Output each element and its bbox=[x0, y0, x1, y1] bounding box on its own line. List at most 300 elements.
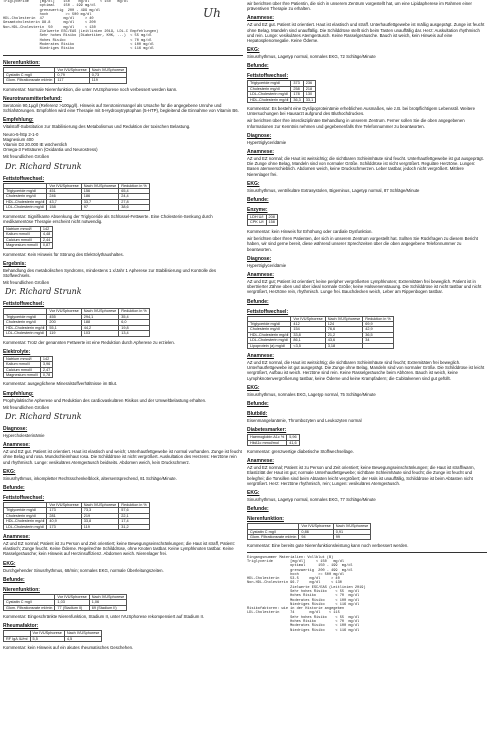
table-cell: 281 bbox=[47, 513, 81, 518]
column-header: Reduktion in % bbox=[363, 316, 394, 321]
section-label: Fettstoffwechsel: bbox=[3, 494, 45, 501]
table-cell: 142 bbox=[40, 356, 52, 361]
right-column bbox=[247, 0, 487, 752]
table-cell: HDL-Cholesterin mg/dl bbox=[4, 199, 47, 204]
table-cell: 36,5 bbox=[363, 332, 394, 337]
table-cell: LDH U/l bbox=[248, 215, 267, 220]
text-line: Magnesium 400 bbox=[3, 136, 34, 142]
table-cell: Cystatin C mg/l bbox=[4, 600, 55, 605]
section-label: EKG: bbox=[247, 47, 260, 54]
section-label: Anamnese: bbox=[3, 442, 30, 449]
table-cell: 158 bbox=[266, 220, 277, 225]
section-label: Befunde: bbox=[247, 506, 269, 513]
table-cell: HDL-Cholesterin mg/dl bbox=[248, 332, 291, 337]
table-cell: Triglyceride mg/dl bbox=[248, 321, 291, 326]
closing: Mit freundlichen Grüßen bbox=[3, 154, 50, 160]
table-cell: 188 bbox=[81, 320, 119, 325]
text-line: HDL-Cholesterin 53.5 mg/dl > 40 bbox=[247, 577, 340, 582]
section-label: Anamnese: bbox=[247, 458, 274, 465]
divider bbox=[247, 552, 487, 553]
column-header: Vor IVUSphorese bbox=[55, 594, 89, 599]
comment: Kommentar: Es besteht eine Dyslipoproteinämie erheblichen Ausmaßes, wie z.B. bei brotpflichtigem Lebensstil. Weitere Untersuchungen bei Hausarzt aufgrund des Bluthochdruckes. bbox=[247, 106, 476, 117]
table-cell: 97 bbox=[81, 205, 119, 210]
text-line: Sehr hohes Risiko < 55 mg/dl bbox=[247, 590, 360, 594]
column-header: Nach IVUSphorese bbox=[333, 524, 371, 529]
table-cell: 173 bbox=[47, 508, 81, 513]
section-label: Diabetesmarker: bbox=[247, 427, 287, 434]
diabetes-table bbox=[247, 434, 300, 446]
table-cell: 44,2 bbox=[81, 325, 119, 330]
table-cell: 13,4 bbox=[119, 331, 150, 336]
table-cell: 124 bbox=[325, 321, 363, 326]
section-label: Enzyme: bbox=[247, 207, 268, 214]
table-cell: Natrium mmol/l bbox=[4, 227, 41, 232]
table-cell: 33,8 bbox=[291, 332, 325, 337]
table-cell: 0,87 bbox=[40, 243, 52, 248]
table-cell: Kalium mmol/l bbox=[4, 232, 41, 237]
table-cell: 158 bbox=[47, 205, 81, 210]
text-line: Triglyceride [mg/dl] 150 mg/dl < 150 mg/dl bbox=[3, 0, 129, 4]
table-cell: 0,78 bbox=[40, 372, 52, 377]
table-cell: 6,0 bbox=[119, 320, 150, 325]
section-label: EKG: bbox=[247, 180, 260, 187]
left-column bbox=[3, 0, 243, 752]
signature: Dr. Richard Strunk bbox=[5, 161, 82, 171]
section-label: Befunde: bbox=[247, 197, 269, 204]
table-cell: LDL-Cholesterin mg/dl bbox=[248, 338, 291, 343]
column-header: Nach IVUSphorese bbox=[81, 183, 119, 188]
paragraph: Hypercholesterinämie bbox=[3, 432, 45, 438]
table-row bbox=[4, 605, 127, 610]
rheuma-table bbox=[3, 630, 102, 642]
section-label: Diagnose: bbox=[3, 425, 28, 432]
recommendation-list bbox=[3, 132, 243, 153]
table-cell: 455 bbox=[47, 314, 81, 319]
table-cell: 55,1 bbox=[47, 325, 81, 330]
paragraph: AZ und EZ normal, die Haut ist weitsichtig; die sichtbaren Schleimhäute sind feucht; Extremitäten frei beweglich. Unterhautfettgewebe ist gut ausgeprägt. Die Zunge ohne Belag, Mandeln sind von normaler Größe. Die Schilddrüse ist leicht vergrößert, Aufbau ist weich. Herztöne sind rein. Keine Rasselgeräusche beim Abhören. Bauch ist weich, keine Lymphknotenvergrößerung tastbar, keine Ödeme und keine Krampfadern; die Cubitalvenen sind gut gefüllt. bbox=[247, 359, 485, 381]
table-cell: Calcium mmol/l bbox=[4, 367, 41, 372]
table-cell: HDL-Cholesterin mg/dl bbox=[4, 325, 47, 330]
table-cell: Triglyceride mg/dl bbox=[4, 508, 47, 513]
lipid-table bbox=[247, 316, 394, 349]
section-label: Befunde: bbox=[247, 400, 269, 407]
table-row bbox=[4, 636, 102, 641]
table-cell: LDL-Cholesterin mg/dl bbox=[4, 205, 47, 210]
table-row bbox=[4, 237, 53, 242]
paragraph: AZ und EZ normal; Patient ist zu Person und Zeit orientiert; keine Bewegungseinschränkungen; die Haut ist straff, Patient: elastisch; Zunge feucht. Keine Ödeme. Regelrechte Schilddrüse, ohne Knoten tastbar. Keine Lymphknoten tastbar. Keine Rasselgeräusche; kein Hinweis auf Herzinsuffizienz. Abdomen weich. Nierenlager frei. bbox=[3, 541, 235, 557]
section-label: EKG: bbox=[247, 490, 260, 496]
table-cell: 200 bbox=[47, 320, 81, 325]
kidney-table bbox=[247, 523, 371, 540]
table-cell: Cholesterin mg/dl bbox=[248, 327, 291, 332]
table-cell: Cholesterin mg/dl bbox=[4, 194, 47, 199]
table-cell: Magnesium mmol/l bbox=[4, 243, 41, 248]
comment: Kommentar: kein Hinweis für Erhöhung oder cardiale Dysfunktion. bbox=[247, 228, 373, 234]
text-line: Omega-3 Fettsäuren (Oxidantia und Neurostress) bbox=[3, 147, 98, 153]
section-label: Fettstoffwechsel: bbox=[3, 301, 45, 308]
kidney-table bbox=[3, 594, 127, 611]
comment: Kommentar: Normale Nierenfunktion, die unter IVUSphorese noch verbessert werden kann. bbox=[3, 86, 178, 92]
table-cell: 119 bbox=[89, 78, 127, 83]
paragraph: AZ und EZ gut. Patient ist orientiert. Haut ist elastisch und weich; Unterhautfettgewebe ist normal vorhanden. Zunge ist feucht ohne Belag und rosa. Mundschleimhaut rosa. Die Schilddrüse ist nicht vergrößert. Auskultation des Herzens: Herztöne rein und rhythmisch. Lunge: vesikuläres Atemgeräusch beidseits. Abdomen weich, kein Druckschmerz. bbox=[3, 449, 242, 465]
table-cell: Triglyceride mg/dl bbox=[248, 81, 291, 86]
table-row bbox=[248, 435, 300, 440]
table-cell: LDL-Cholesterin mg/dl bbox=[248, 92, 291, 97]
table-cell: 119 bbox=[47, 331, 81, 336]
section-label: Anamnese: bbox=[247, 352, 274, 359]
lipid-table bbox=[3, 502, 150, 530]
table-cell: CPK U/l bbox=[248, 220, 267, 225]
section-label: Nierenfunktion: bbox=[3, 59, 40, 66]
table-cell: 24,4 bbox=[119, 194, 150, 199]
table-cell: 94 bbox=[299, 535, 333, 540]
section-label: Nierenfunktion: bbox=[3, 586, 40, 593]
text-line: Moderates Risiko < 100 mg/dl bbox=[3, 42, 154, 47]
table-cell: 294,1 bbox=[81, 314, 119, 319]
table-cell: 57,6 bbox=[119, 508, 150, 513]
divider bbox=[3, 55, 243, 56]
table-cell: 103 bbox=[81, 331, 119, 336]
table-cell: 173 bbox=[47, 524, 81, 529]
table-cell: 0,86 bbox=[299, 529, 333, 534]
section-label: Fettstoffwechsel: bbox=[247, 73, 289, 80]
table-cell: 119 bbox=[81, 524, 119, 529]
table-cell bbox=[363, 343, 394, 348]
table-cell: Cystatin C mg/l bbox=[248, 529, 299, 534]
paragraph: Prophylaktische Apherese und Reduktion des cardiovaskulären Risikos und der Umweltbelastung erhalten. bbox=[3, 397, 207, 403]
table-cell: 5,96 bbox=[287, 435, 299, 440]
section-label: Empfehlung: bbox=[3, 390, 34, 397]
section-label: Anamnese: bbox=[3, 534, 30, 540]
section-label: EKG: bbox=[247, 384, 260, 391]
column-header: Nach IVUSphorese bbox=[325, 316, 363, 321]
table-cell: 22,1 bbox=[119, 513, 150, 518]
table-row bbox=[4, 243, 53, 248]
table-cell: Magnesium mmol/l bbox=[4, 372, 41, 377]
table-cell: 36,3 bbox=[291, 97, 303, 102]
comment: Kommentar: Eingeschränkte Nierenfunktion, Stadium II, unter IVUSphorese rekompensiert auf Stadium II. bbox=[3, 614, 205, 620]
table-row bbox=[248, 215, 278, 220]
text-line: Moderates Risiko < 100 mg/dl bbox=[247, 598, 360, 603]
table-cell: 69,9 bbox=[363, 321, 394, 326]
section-label: Diagnose: bbox=[247, 132, 272, 139]
table-row bbox=[4, 524, 150, 529]
text-line: Neuro-5-http 2-1-0 bbox=[3, 131, 39, 137]
closing: Mit freundlichen Grüßen bbox=[3, 280, 50, 286]
text-line: grenzwertig 200 - 499 mg/dl bbox=[247, 568, 353, 573]
table-cell: 77 (Stadium II) bbox=[55, 605, 89, 610]
section-label: Ergebnis: bbox=[3, 260, 27, 267]
table-cell: 38,6 bbox=[119, 205, 150, 210]
section-label: Fettstoffwechsel: bbox=[3, 175, 45, 182]
table-cell: 4,5 bbox=[64, 636, 102, 641]
section-label: Anamnese: bbox=[247, 149, 274, 156]
paragraph: Sinusrhythmus, Lagetyp normal, normales EKG, 72 Schläge/Minute bbox=[247, 54, 376, 60]
table-row bbox=[248, 440, 300, 445]
comment: Kommentar: kein Hinweis auf ein akutes rheumatisches Geschehen. bbox=[3, 645, 134, 651]
table-cell: 76,6 bbox=[325, 327, 363, 332]
section-label: Neurotransmitterbefund: bbox=[3, 95, 62, 102]
comment: Kommentar: Trotz der genannten Fettwerte ist eine Reduktion durch Apherese zu erzielen. bbox=[3, 339, 175, 345]
paragraph: Behandlung des metabolischen Syndroms, mindestens 1 x/Jahr 1 Apherese zur Stabilisierung und Kontrolle des Stoffwechsels. bbox=[3, 267, 217, 279]
table-cell: Glom. Filtrationsrate ml/min bbox=[4, 605, 55, 610]
table-cell: HDL-Cholesterin mg/dl bbox=[4, 519, 47, 524]
section-label: Anamnese: bbox=[247, 15, 274, 22]
table-cell: 186 bbox=[81, 194, 119, 199]
column-header: Nach IVUSphorese bbox=[81, 502, 119, 507]
table-cell: 236 bbox=[303, 81, 315, 86]
section-label: Befunde: bbox=[3, 576, 25, 583]
lipid-table bbox=[3, 183, 150, 211]
table-cell: 19,8 bbox=[119, 325, 150, 330]
table-cell: Cholesterin mg/dl bbox=[4, 320, 47, 325]
paragraph: AZ und EZ normal; die Haut ist weitsichtig; die sichtbaren Schleimhäute sind feucht. Unterhautfettgewebe ist gut ausgeprägt. Die Zunge ohne Belag, Mandeln sind von normaler Größe. Schilddrüse ist nicht vergrößert. Reguläre Herztöne. Lungen: Basen atemverschieblich. Abdomen weich, keine Druckschmerzen. Leber tastbar, jedoch nicht vergrößert. Mittlere Nierenlager frei. bbox=[247, 156, 484, 177]
table-cell: 451 bbox=[47, 189, 81, 194]
table-cell: 178 bbox=[291, 92, 303, 97]
table-cell: Cholesterin mg/dl bbox=[248, 86, 291, 91]
closing: Mit freundlichen Grüßen bbox=[3, 404, 50, 410]
electrolyte-table bbox=[3, 226, 53, 249]
text-line: Non-HDL-Cholesterin 50 mg/dl < 130 bbox=[3, 25, 96, 30]
paragraph: wir berichten über Ihre Patientin, die sich in unserem Zentrum vorgestellt hat, um eine Lipidapherese im Rahmen einer präventiven Therapie zu erhalten. bbox=[247, 1, 472, 12]
table-row bbox=[4, 227, 53, 232]
table-cell: Calcium mmol/l bbox=[4, 237, 41, 242]
column-header: Vor IVUSphorese bbox=[47, 502, 81, 507]
table-cell: HDL-Cholesterin mg/dl bbox=[248, 97, 291, 102]
table-cell: Glom. Filtrationsrate ml/min bbox=[248, 535, 299, 540]
column-header: Vor IVUSphorese bbox=[30, 631, 64, 636]
lipid-table bbox=[247, 80, 316, 103]
text-line: Niedriges Risiko < 116 mg/dl bbox=[247, 628, 360, 633]
paragraph: AZ und EZ gut. Patient ist orientiert. Haut ist elastisch und straff. Unterhautfettgewebe ist mäßig ausgeprägt. Zunge ist feucht ohne Belag. Mandeln sind unauffällig. Die Schilddrüse stellt sich beim Tasten unauffällig dar. Herz: Auskultation rhythmisch und rein. Lunge: vesikuläres Atemgeräusch. Keine Rasselgeräusche. Bauch ist weich, kein Hinweis auf eine Hepatosplenomegalie. Keine Ödeme. bbox=[247, 22, 485, 44]
column-header: Vor IVUSphorese bbox=[291, 316, 325, 321]
table-cell: 258 bbox=[291, 86, 303, 91]
table-cell: 156 bbox=[81, 189, 119, 194]
paragraph: Vitalstoff-Substitution zur Stabilisierung des Metabolismus und Reduktion der toxischen Belastung. bbox=[3, 124, 191, 130]
column-header: Vor IVUSphorese bbox=[47, 309, 81, 314]
section-label: Elektrolyte: bbox=[3, 348, 31, 355]
table-cell: 65,4 bbox=[119, 189, 150, 194]
section-label: Nierenfunktion: bbox=[247, 516, 284, 523]
text-line: Hohes Risiko < 70 mg/dl bbox=[3, 38, 152, 43]
text-line: LDL-Cholesterin 74 mg/dl < 115 bbox=[247, 611, 340, 616]
table-row bbox=[248, 535, 371, 540]
column-header: Vor IVUSphorese bbox=[47, 183, 81, 188]
text-line: Gesamtcholesterin 98.8 mg/dl < 200 bbox=[3, 21, 96, 26]
column-header: Nach IVUSphorese bbox=[64, 631, 102, 636]
table-cell: 0,91 bbox=[333, 529, 371, 534]
paragraph: Serotonin 90,1µg/l (Referenz >100µg/l). Hinweis auf Serotoninmangel als Ursache für die angegebene Unruhe und Schlafstörungen. Empfohlen wird eine Therapie mit 5-Hydroxytryptophan (5-HTP), begleitend die Einnahme von Vitamin B6. bbox=[3, 102, 239, 114]
text-line: Triglyceride [mg/dl] < 150 mg/dl bbox=[247, 559, 345, 564]
table-row bbox=[248, 97, 316, 102]
table-cell: 41,6 bbox=[287, 440, 299, 445]
text-line: hoch >= 500 mg/dl bbox=[3, 12, 92, 17]
table-cell: 21,2 bbox=[325, 332, 363, 337]
section-label: Empfehlung: bbox=[3, 117, 34, 124]
table-cell: LDL-Cholesterin mg/dl bbox=[4, 524, 47, 529]
table-cell: Triglyceride mg/dl bbox=[4, 314, 47, 319]
table-row bbox=[4, 367, 53, 372]
table-cell: LDL-Cholesterin mg/dl bbox=[4, 331, 47, 336]
table-cell: Cystatin C mg/l bbox=[4, 72, 55, 77]
table-row bbox=[4, 78, 127, 83]
text-line: hoch >= 500 mg/dl bbox=[247, 572, 345, 577]
table-cell: 33,7 bbox=[81, 199, 119, 204]
signature: Dr. Richard Strunk bbox=[5, 287, 82, 297]
comment: Kommentar: ausgeglichene Mineralstoffverhältnisse im Blut. bbox=[3, 381, 118, 387]
section-label: Fettstoffwechsel: bbox=[247, 308, 289, 315]
signature: Dr. Richard Strunk bbox=[5, 411, 82, 421]
paragraph: Sinusrhythmus, inkompletter Rechtsschenkelblock, altersentsprechend, 81 Schläge/Minute. bbox=[3, 475, 177, 481]
column-header: Reduktion in % bbox=[119, 309, 150, 314]
table-cell: 208 bbox=[266, 215, 277, 220]
table-cell: 130 bbox=[303, 92, 315, 97]
paragraph: Sinusrhythmus, normales EKG, Lagetyp normal, 75 Schläge/Minute bbox=[247, 391, 376, 397]
table-cell: 218 bbox=[303, 86, 315, 91]
table-cell: 99 bbox=[333, 535, 371, 540]
table-cell: Cholesterin mg/dl bbox=[4, 513, 47, 518]
text-line: Zielwerte ESC/EAS (Leitlinien 2019) bbox=[247, 585, 366, 590]
table-cell: 43,7 bbox=[47, 199, 81, 204]
table-cell: 1,03 bbox=[55, 600, 89, 605]
paragraph: AZ und EZ gut; Patient ist orientiert; keine peripher vergrößerten Lymphknoten; Extremitäten frei beweglich. Patient ist in übertrierter Zähne oben und über ideal normale Größe; keine Halsvenenstauung. Die Schilddrüse ist nicht tastbar und nicht vergrößert, Herztöne rein, rhythmisch. Lunge frei. Bauchdecken weich, Leber am Rippenbogen tastbar. bbox=[247, 278, 482, 295]
text-line: Sehr hohes Risiko < 55 mg/dl bbox=[247, 615, 360, 620]
enzyme-table bbox=[247, 214, 278, 226]
comment: Kommentar: grenzwertige diabetische Stoffwechsellage. bbox=[247, 448, 354, 454]
table-cell: Glom. Filtrationsrate ml/min bbox=[4, 78, 55, 83]
comment: Kommentar: Signifikante Absenkung der Triglyceride als Schlüssel-Fettwerte. Eine Cholesterin-Senkung durch medikamentöse Therapie erscheint nicht notwendig. bbox=[3, 213, 213, 224]
table-cell: 2,47 bbox=[40, 367, 52, 372]
paragraph: wir berichten über Ihren Patienten, der sich in unserem Zentrum vorgestellt hat. Sollten Sie Rückfragen zu diesem Bericht haben, wir sind gerne bereit, diese während unserer Sprechzeiten über die oben angegebene Telefonnummer zu beantworten. bbox=[247, 236, 478, 252]
table-cell: 412 bbox=[291, 321, 325, 326]
initials-signature: Uh bbox=[203, 6, 221, 20]
table-cell: RF IgA IU/ml bbox=[4, 636, 31, 641]
text-line: Niedriges Risiko < 116 mg/dl bbox=[247, 602, 360, 607]
section-label: Anamnese: bbox=[247, 271, 274, 278]
paragraph: Hypertriglyceridämie bbox=[247, 262, 287, 268]
paragraph: wir berichten über Ihre interdisziplinäre Behandlung in unserem Zentrum. Ferner sollen Sie die oben angegebenen Informationen zur Kenntnis nehmen und gegebenenfalls Ihre Telefonnummer zu beantworten. bbox=[247, 118, 465, 129]
section-label: Befunde: bbox=[247, 298, 269, 305]
text-line: Non-HDL-Cholesterin 96.7 mg/dl < 130 bbox=[247, 581, 342, 586]
comment: Kommentar: Kein Hinweis für Störung des Elektrolythaushaltes. bbox=[3, 251, 124, 257]
table-cell: <3,5 bbox=[291, 343, 325, 348]
column-header: Nach IVUSphorese bbox=[89, 67, 127, 72]
table-cell: 69 (Stadium II) bbox=[89, 605, 127, 610]
table-row bbox=[4, 372, 53, 377]
text-line: HDL-Cholesterin 47 mg/dl > 40 bbox=[3, 17, 94, 22]
table-cell: Lipoprotein (a) mg/dl bbox=[248, 343, 291, 348]
table-cell: 3,18 bbox=[325, 343, 363, 348]
table-cell: 246 bbox=[47, 194, 81, 199]
lab-footer bbox=[247, 556, 487, 633]
table-cell: 33,8 bbox=[81, 519, 119, 524]
section-label: Befunde: bbox=[3, 484, 25, 491]
table-cell: 35,4 bbox=[119, 314, 150, 319]
text-line: grenzwertig 200 - 499 mg/dl bbox=[3, 8, 101, 13]
table-cell: 0,73 bbox=[89, 72, 127, 77]
column-header: Nach IVUSphorese bbox=[81, 309, 119, 314]
table-cell: Natrium mmol/l bbox=[4, 356, 41, 361]
column-header: Reduktion in % bbox=[119, 502, 150, 507]
table-cell: 3,96 bbox=[40, 362, 52, 367]
table-cell: 73,3 bbox=[81, 508, 119, 513]
table-cell: 17,4 bbox=[119, 519, 150, 524]
text-line: Niedriges Risiko < 116 mg/dl bbox=[3, 47, 154, 52]
section-label: EKG: bbox=[3, 560, 16, 567]
kidney-table bbox=[3, 67, 127, 84]
paragraph: Sinusrhythmus, Lagetyp normal, normales EKG, 77 Schläge/Minute bbox=[247, 497, 376, 502]
text-line: Hohes Risiko < 70 mg/dl bbox=[247, 594, 360, 599]
column-header: Reduktion in % bbox=[119, 183, 150, 188]
table-row bbox=[4, 205, 150, 210]
column-header: Vor IVUSphorese bbox=[299, 524, 333, 529]
comment: Kommentar: Eine bereits gute Nierenfunktionsleistung kann noch verbessert werden. bbox=[247, 543, 409, 549]
table-cell: Triglyceride mg/dl bbox=[4, 189, 47, 194]
table-row bbox=[4, 232, 53, 237]
paragraph: Hypertriglyceridämie bbox=[247, 139, 287, 145]
text-line: Vitamin D3 20.000 IE wöchentlich bbox=[3, 142, 68, 147]
table-cell: Haemoglobin A1c % bbox=[248, 435, 287, 440]
table-cell: HbA1c mmol/mol bbox=[248, 440, 287, 445]
table-cell: 40,9 bbox=[47, 519, 81, 524]
table-cell: 117 bbox=[55, 78, 89, 83]
table-cell: 5,5 bbox=[30, 636, 64, 641]
table-row bbox=[248, 343, 394, 348]
text-line: Moderates Risiko < 100 mg/dl bbox=[247, 624, 360, 629]
table-cell: 1,06 bbox=[89, 600, 127, 605]
table-cell: 31,2 bbox=[119, 524, 150, 529]
table-cell: 373 bbox=[291, 81, 303, 86]
text-line: Hohes Risiko < 70 mg/dl bbox=[247, 620, 360, 625]
section-label: Blutbild: bbox=[247, 410, 268, 417]
table-row bbox=[4, 356, 53, 361]
text-line: optimal 150 - 199 mg/dl bbox=[3, 4, 96, 9]
table-cell: 34 bbox=[363, 338, 394, 343]
table-cell: 2,44 bbox=[40, 237, 52, 242]
table-cell: 33,1 bbox=[303, 97, 315, 102]
section-label: Diagnose: bbox=[247, 255, 272, 262]
table-cell: 86,1 bbox=[291, 338, 325, 343]
section-label: Befunde: bbox=[247, 63, 269, 70]
text-line: Risikofaktoren: wie in der Historie angegeben bbox=[247, 607, 345, 612]
text-line: Sehr hohes Risiko (Diabetiker, KHK, ...) < 55 mg/dl bbox=[3, 34, 152, 39]
lipid-table bbox=[3, 308, 150, 336]
table-cell: 43,6 bbox=[325, 338, 363, 343]
table-row bbox=[248, 92, 316, 97]
table-row bbox=[248, 220, 278, 225]
text-line: Zielwerte ESC/EAS (Leitlinien 2019, LDL-C Empfehlungen) bbox=[3, 30, 159, 35]
table-cell: 154 bbox=[291, 327, 325, 332]
table-row bbox=[4, 331, 150, 336]
table-cell: 142 bbox=[40, 227, 52, 232]
text-line: Eingangsnummer Materialien: Vollblut (B) bbox=[247, 555, 334, 560]
paragraph: AZ und EZ normal; Patient ist zu Person und Zeit orientiert; keine Bewegungseinschränkungen; die Haut ist straff/warm, Elastizität der Haut ist gut; normale Unterhautfettgewebe; sichtbare Schleimhäute sind feucht; die Zunge ist feucht und belegfrei; die Tonsillen sind beim Abtasten leicht vergrößert; der Hals ist unauffällig, Schilddrüse ist beim Abtasten nicht vergrößert. Herz: Herztöne rhythmisch, rein; Lungen: vesikuläres Atemgeräusch. bbox=[247, 465, 475, 486]
text-line: optimal 150 - 199 mg/dl bbox=[247, 564, 353, 569]
table-cell: 0,79 bbox=[55, 72, 89, 77]
section-label: EKG: bbox=[3, 468, 16, 475]
electrolyte-table bbox=[3, 356, 53, 379]
column-header: Nach IVUSphorese bbox=[89, 594, 127, 599]
table-cell: Kalium mmol/l bbox=[4, 362, 41, 367]
paragraph: Durchgehender Sinusrhythmus, 68/min; normales EKG, normale Überleitungszeiten. bbox=[3, 567, 164, 573]
table-cell: 219 bbox=[81, 513, 119, 518]
paragraph: Sinusrhythmus, ventrikuläre Extrasystolen, Bigeminus, Lagetyp normal, 87 Schläge/Minute bbox=[247, 187, 420, 193]
paragraph: Eisenmangelanämie, Thrombozyten und Leukozyten normal bbox=[247, 417, 362, 423]
table-cell: 27,8 bbox=[119, 199, 150, 204]
column-header: Vor IVUSphorese bbox=[55, 67, 89, 72]
section-label: Rheumafaktor: bbox=[3, 623, 39, 630]
table-cell: 42,9 bbox=[363, 327, 394, 332]
